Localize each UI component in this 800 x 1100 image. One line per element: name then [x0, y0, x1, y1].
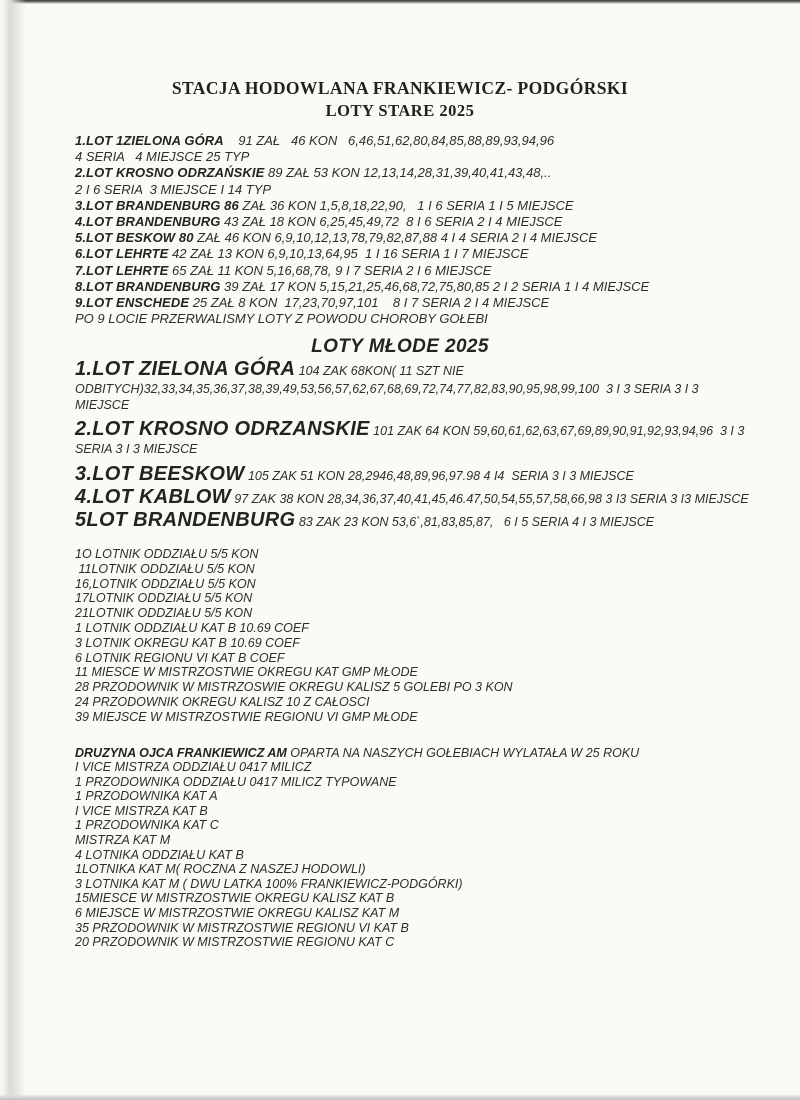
lot-name-bold: 8.LOT BRANDENBURG: [75, 278, 221, 294]
lot-name-bold: 1.LOT ZIELONA GÓRA: [75, 358, 296, 381]
stare-lot-line: [75, 214, 792, 230]
result-line: 1 LOTNIK ODDZIAŁU KAT B 10.69 COEF: [75, 620, 309, 635]
result-line: 3 LOTNIK OKREGU KAT B 10.69 COEF: [75, 635, 300, 650]
druzyna-line: I VICE MISTRZA KAT B: [75, 803, 208, 818]
stare-note-line: [75, 311, 792, 327]
druzyna-intro-text: OPARTA NA NASZYCH GOŁEBIACH WYLATAŁA W 25 ROKU: [286, 745, 640, 760]
lot-detail-text: ZAŁ 46 KON 6,9,10,12,13,78,79,82,87,88 4 I 4 SERIA 2 I 4 MIEJSCE: [193, 230, 598, 246]
lot-detail-text: 101 ZAK 64 KON 59,60,61,62,63,67,69,89,90,91,92,93,94,96 3 I 3: [369, 424, 745, 439]
druzyna-line: 35 PRZODOWNIK W MISTRZOSTWIE REGIONU VI KAT B: [75, 920, 409, 935]
result-line: 11 MIESCE W MISTRZOSTWIE OKREGU KAT GMP MŁODE: [75, 665, 418, 680]
stare-lot-line: [75, 133, 792, 149]
lot-detail-text: 104 ZAK 68KON( 11 SZT NIE: [295, 364, 464, 379]
stare-lot-line: [75, 230, 792, 246]
lot-detail-text: 43 ZAŁ 18 KON 6,25,45,49,72 8 I 6 SERIA 2 I 4 MIEJSCE: [220, 214, 563, 230]
lot-name-bold: 4.LOT BRANDENBURG: [75, 214, 221, 230]
stare-lot-line: [75, 165, 792, 181]
lot-name-bold: 6.LOT LEHRTE: [75, 246, 169, 262]
result-line: 16,LOTNIK ODDZIAŁU 5/5 KON: [75, 576, 256, 591]
druzyna-line: 3 LOTNIKA KAT M ( DWU LATKA 100% FRANKIEWICZ-PODGÓRKI): [75, 876, 463, 891]
result-line: 1O LOTNIK ODDZIAŁU 5/5 KON: [75, 546, 259, 561]
lot-name-bold: 2.LOT KROSNO ODRZAŃSKIE: [75, 165, 265, 181]
lot-detail-text: 105 ZAK 51 KON 28,2946,48,89,96,97.98 4 I4 SERIA 3 I 3 MIEJSCE: [244, 468, 634, 483]
lot-detail-text: 89 ZAŁ 53 KON 12,13,14,28,31,39,40,41,43,48,..: [264, 165, 552, 181]
result-line: 39 MIEJSCE W MISTRZOSTWIE REGIONU VI GMP MŁODE: [75, 709, 418, 724]
stare-lot-line: [75, 279, 792, 295]
druzyna-line: 1 PRZODOWNIKA KAT C: [75, 818, 219, 833]
lot-name-bold: 9.LOT ENSCHEDE: [75, 295, 190, 311]
stare-lot-line: [75, 246, 792, 262]
mlode-lot-line: [75, 487, 792, 510]
stare-lot-line: [75, 149, 792, 165]
result-line: 24 PRZODOWNIK OKREGU KALISZ 10 Z CAŁOSCI: [75, 694, 370, 709]
result-line: 11LOTNIK ODDZIAŁU 5/5 KON: [75, 561, 255, 576]
druzyna-line: 4 LOTNIKA ODDZIAŁU KAT B: [75, 847, 244, 862]
druzyna-line: I VICE MISTRZA ODDZIAŁU 0417 MILICZ: [75, 760, 312, 775]
document-title: STACJA HODOWLANA FRANKIEWICZ- PODGÓRSKI: [171, 78, 629, 98]
mlode-lot-continuation: ODBITYCH)32,33,34,35,36,37,38,39,49,53,56,57,62,67,68,69,72,74,77,82,83,90,95,98,99,100 3 I 3 SERIA 3 I 3: [75, 382, 699, 397]
lot-detail-text: ZAŁ 36 KON 1,5,8,18,22,90, 1 I 6 SERIA 1 I 5 MIEJSCE: [238, 197, 574, 213]
lot-detail-text: 2 I 6 SERIA 3 MIEJSCE I 14 TYP: [75, 181, 272, 197]
druzyna-line: 1 PRZODOWNIKA ODDZIAŁU 0417 MILICZ TYPOWANE: [75, 774, 397, 789]
lot-name-bold: 3.LOT BEESKOW: [75, 462, 245, 485]
lot-name-bold: 5.LOT BESKOW 80: [75, 230, 194, 246]
lot-detail-text: 39 ZAŁ 17 KON 5,15,21,25,46,68,72,75,80,85 2 I 2 SERIA 1 I 4 MIEJSCE: [220, 278, 650, 294]
druzyna-line: 1LOTNIKA KAT M( ROCZNA Z NASZEJ HODOWLI): [75, 862, 366, 877]
mlode-lot-line: [75, 464, 792, 487]
druzyna-intro-line: [75, 746, 792, 761]
note-text: PO 9 LOCIE PRZERWALISMY LOTY Z POWODU CHOROBY GOŁEBI: [75, 311, 488, 327]
druzyna-line: MISTRZA KAT M: [75, 833, 171, 848]
druzyna-line: 20 PRZODOWNIK W MISTRZOSTWIE REGIONU KAT C: [75, 935, 395, 950]
lot-detail-text: 97 ZAK 38 KON 28,34,36,37,40,41,45,46.47,50,54,55,57,58,66,98 3 I3 SERIA 3 I3 MIEJSCE: [230, 491, 749, 506]
lot-name-bold: 4.LOT KABLOW: [75, 485, 231, 508]
loty-stare-section: [75, 133, 792, 327]
lot-detail-text: 91 ZAŁ 46 KON 6,46,51,62,80,84,85,88,89,93,94,96: [223, 133, 555, 148]
result-line: 6 LOTNIK REGIONU VI KAT B COEF: [75, 650, 285, 665]
result-line: 17LOTNIK ODDZIAŁU 5/5 KON: [75, 591, 253, 606]
stare-lot-line: [75, 263, 792, 279]
loty-mlode-section: [75, 359, 792, 533]
lot-detail-text: 4 SERIA 4 MIEJSCE 25 TYP: [75, 149, 250, 165]
mlode-results-list: [75, 547, 792, 725]
lot-detail-text: 42 ZAŁ 13 KON 6,9,10,13,64,95 1 I 16 SERIA 1 I 7 MIEJSCE: [168, 246, 529, 262]
result-line: 21LOTNIK ODDZIAŁU 5/5 KON: [75, 606, 253, 621]
lot-name-bold: 2.LOT KROSNO ODRZANSKIE: [75, 418, 370, 441]
lot-name-bold: 1.LOT 1ZIELONA GÓRA: [75, 133, 224, 148]
druzyna-line: 6 MIEJSCE W MISTRZOSTWIE OKREGU KALISZ KAT M: [75, 906, 400, 921]
lot-detail-text: 25 ZAŁ 8 KON 17,23,70,97,101 8 I 7 SERIA 2 I 4 MIEJSCE: [189, 295, 550, 311]
mlode-lot-line: [75, 510, 792, 533]
druzyna-section: [75, 746, 792, 950]
mlode-lot-line: [75, 419, 792, 442]
druzyna-line: 15MIESCE W MISTRZOSTWIE OKREGU KALISZ KAT B: [75, 891, 395, 906]
result-line: 28 PRZODOWNIK W MISTRZOSWIE OKREGU KALISZ 5 GOLEBI PO 3 KON: [75, 680, 513, 695]
lot-detail-text: 65 ZAŁ 11 KON 5,16,68,78, 9 I 7 SERIA 2 I 6 MIEJSCE: [168, 262, 492, 278]
lot-name-bold: 5LOT BRANDENBURG: [75, 508, 296, 531]
lot-detail-text: 83 ZAK 23 KON 53,6`,81,83,85,87, 6 I 5 SERIA 4 I 3 MIEJSCE: [295, 514, 655, 529]
druzyna-name-bold: DRUZYNA OJCA FRANKIEWICZ AM: [75, 745, 287, 760]
document-subtitle-loty-stare: LOTY STARE 2025: [325, 101, 475, 120]
mlode-lot-continuation: MIEJSCE: [75, 397, 130, 412]
lot-name-bold: 3.LOT BRANDENBURG 86: [75, 197, 239, 213]
mlode-lot-line: [75, 359, 792, 382]
mlode-lot-continuation: SERIA 3 I 3 MIEJSCE: [75, 442, 198, 457]
stare-lot-line: [75, 295, 792, 311]
stare-lot-line: [75, 198, 792, 214]
stare-lot-line: [75, 182, 792, 198]
druzyna-line: 1 PRZODOWNIKA KAT A: [75, 789, 218, 804]
loty-mlode-heading: LOTY MŁODE 2025: [311, 336, 489, 358]
lot-name-bold: 7.LOT LEHRTE: [75, 262, 169, 278]
